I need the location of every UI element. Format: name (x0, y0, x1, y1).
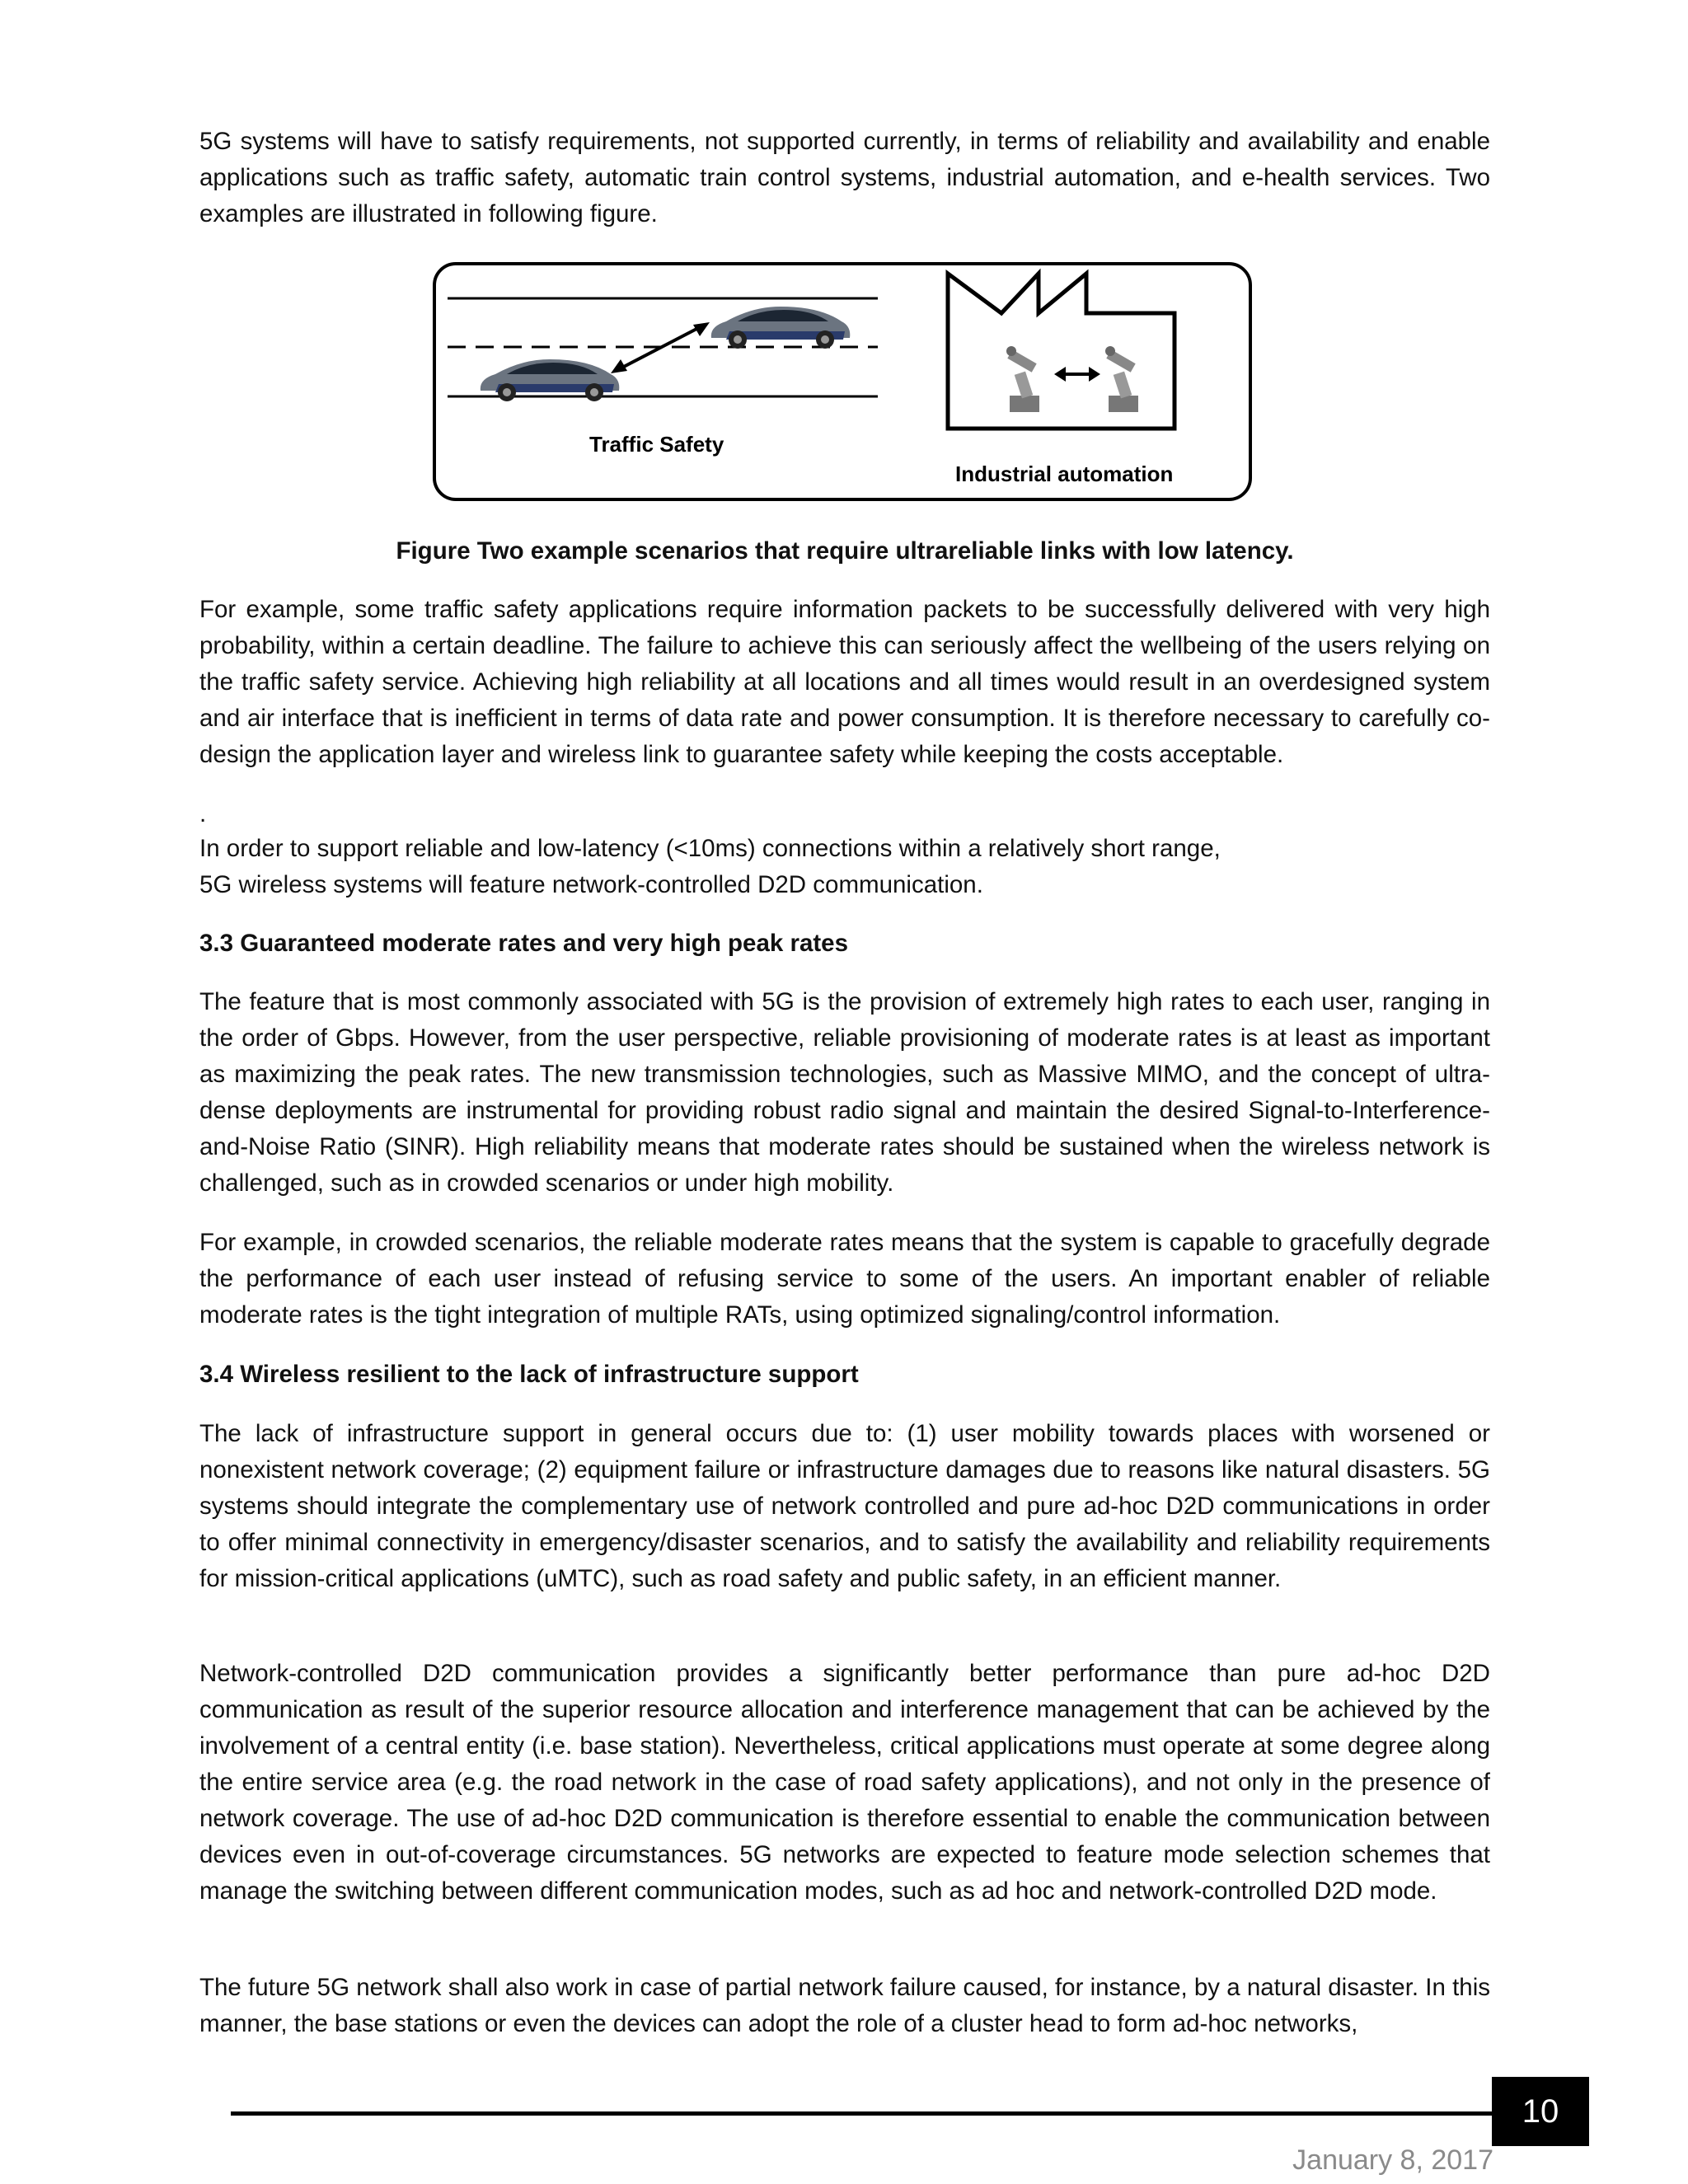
d2d-line: 5G wireless systems will feature network-controlled D2D communication. (199, 871, 983, 898)
stray-period: . (199, 800, 207, 827)
figure-caption: Figure Two example scenarios that require ultrareliable links with low latency. (396, 537, 1294, 565)
footer-rule (231, 2111, 1492, 2116)
scenario-illustration (433, 262, 1252, 501)
partial-failure-paragraph: The future 5G network shall also work in case of partial network failure caused, for instance, by a natural disaster. In this manner, the base stations or even the devices can adopt the role of a cluster head to form ad-hoc networks, (199, 1974, 1490, 2037)
low-latency-line: In order to support reliable and low-latency (<10ms) connections within a relatively short range, (199, 835, 1221, 862)
network-controlled-d2d-paragraph: Network-controlled D2D communication provides a significantly better performance than pure ad-hoc D2D communication as result of the superior resource allocation and interference management that can be achieved by the involvement of a central entity (i.e. base station). Nevertheless, critical applications must operate at some degree along the entire service area (e.g. the road network in the case of road safety applications), and not only in the presence of network coverage. The use of ad-hoc D2D communication is therefore essential to enable the communication between devices even in out-of-coverage circumstances. 5G networks are expected to feature mode selection schemes that manage the switching between different communication modes, such as ad hoc and network-controlled D2D mode. (199, 1660, 1490, 1905)
industrial-automation-label: Industrial automation (955, 462, 1174, 486)
crowded-scenarios-paragraph: For example, in crowded scenarios, the reliable moderate rates means that the system is capable to gracefully degrade the performance of each user instead of refusing service to some of the users. An important enabler of reliable moderate rates is the tight integration of multiple RATs, using optimized signaling/control information. (199, 1229, 1490, 1329)
section-heading-3-4: 3.4 Wireless resilient to the lack of infrastructure support (199, 1361, 859, 1388)
moderate-rates-paragraph: The feature that is most commonly associated with 5G is the provision of extremely high rates to each user, ranging in the order of Gbps. However, from the user perspective, reliable provisioning of moderate rates is at least as important as maximizing the peak rates. The new transmission technologies, such as Massive MIMO, and the concept of ultra-dense deployments are instrumental for providing robust radio signal and maintain the desired Signal-to-Interference-and-Noise Ratio (SINR). High reliability means that moderate rates should be sustained when the wireless network is challenged, such as in crowded scenarios or under high mobility. (199, 988, 1490, 1197)
scenario-figure (433, 262, 1252, 501)
footer-date: January 8, 2017 (1292, 2144, 1493, 2176)
infrastructure-paragraph: The lack of infrastructure support in general occurs due to: (1) user mobility towards places with worsened or nonexistent network coverage; (2) equipment failure or infrastructure damages due to reasons like natural disasters. 5G systems should integrate the complementary use of network controlled and pure ad-hoc D2D communications in order to offer minimal connectivity in emergency/disaster scenarios, and to satisfy the availability and reliability requirements for mission-critical applications (uMTC), such as road safety and public safety, in an efficient manner. (199, 1420, 1490, 1592)
traffic-safety-label: Traffic Safety (589, 432, 724, 457)
page-number: 10 (1492, 2077, 1589, 2146)
intro-paragraph: 5G systems will have to satisfy requirements, not supported currently, in terms of reliability and availability and enable applications such as traffic safety, automatic train control systems, industrial automation, and e-health services. Two examples are illustrated in following figure. (199, 128, 1490, 227)
traffic-safety-paragraph: For example, some traffic safety applications require information packets to be successfully delivered with very high probability, within a certain deadline. The failure to achieve this can seriously affect the wellbeing of the users relying on the traffic safety service. Achieving high reliability at all locations and all times would result in an overdesigned system and air interface that is inefficient in terms of data rate and power consumption. It is therefore necessary to carefully co-design the application layer and wireless link to guarantee safety while keeping the costs acceptable. (199, 596, 1490, 768)
section-heading-3-3: 3.3 Guaranteed moderate rates and very high peak rates (199, 930, 848, 957)
